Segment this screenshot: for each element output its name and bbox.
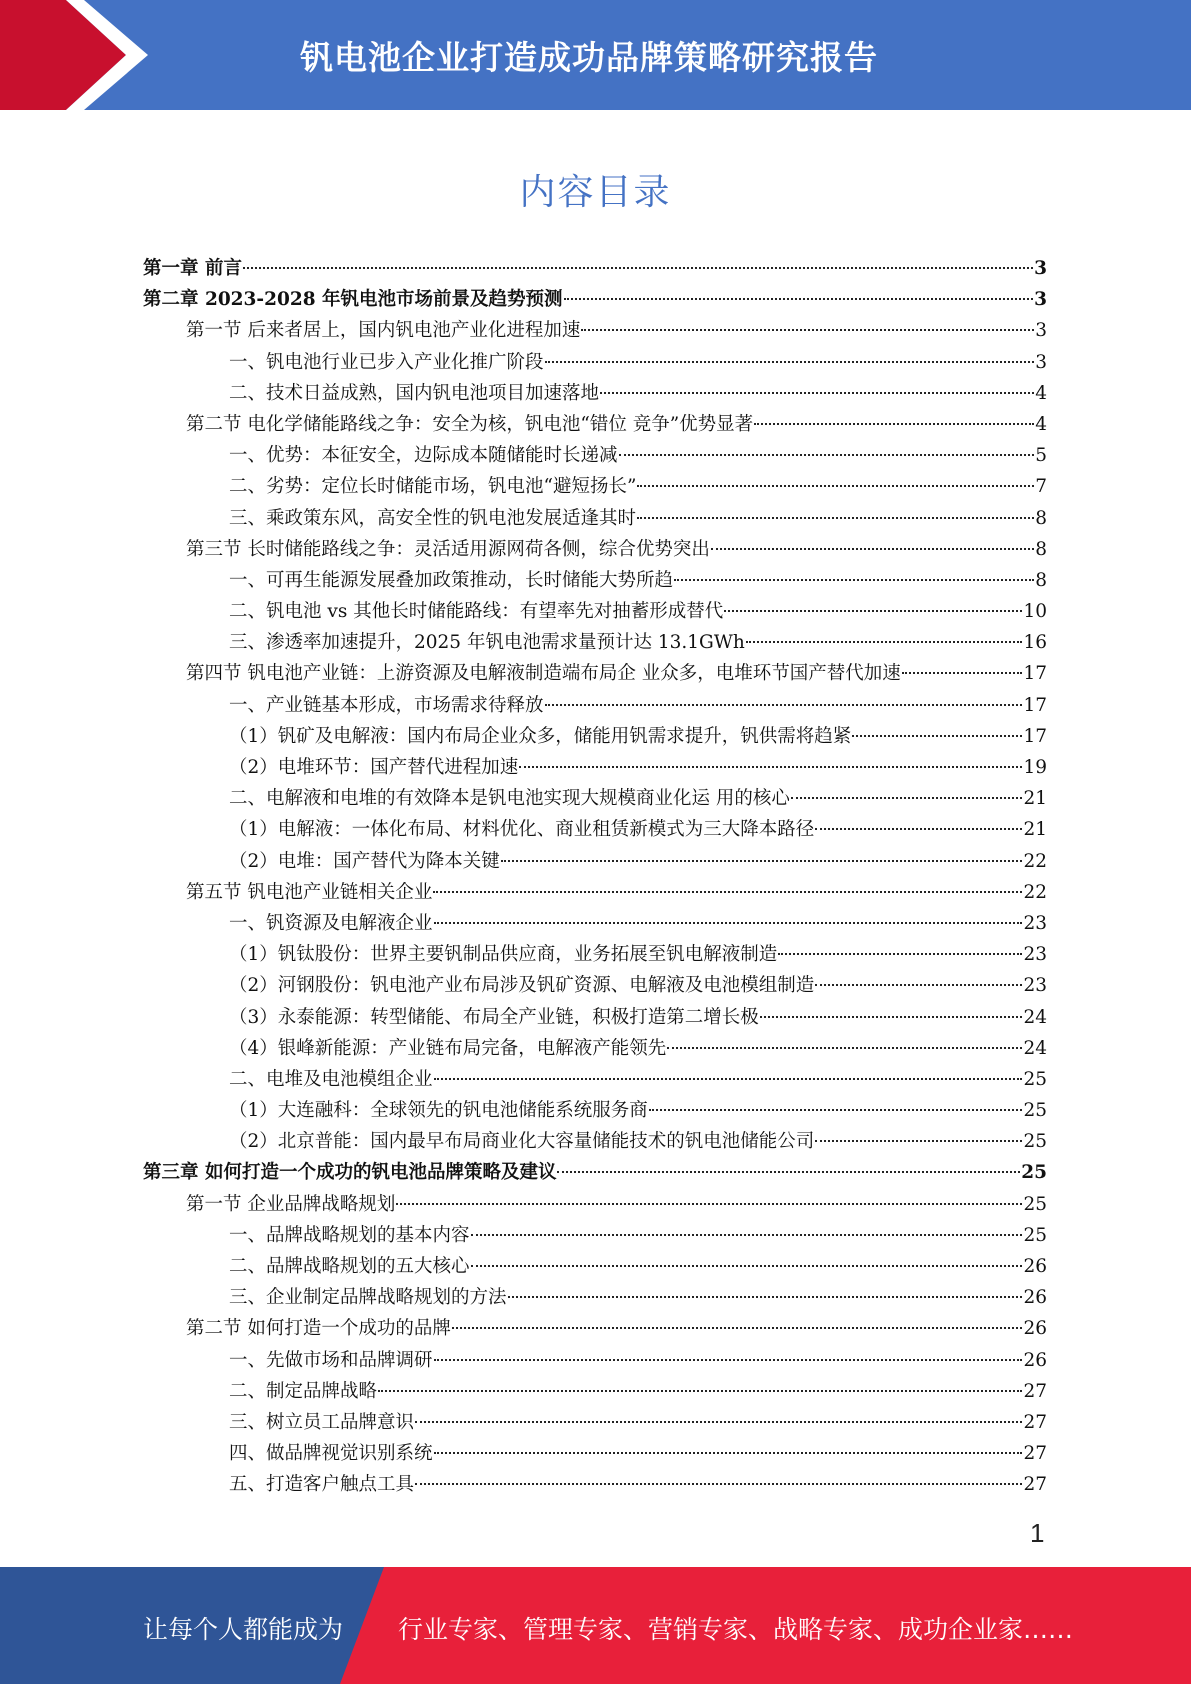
toc-entry[interactable] <box>143 1126 1047 1157</box>
toc-entry-page: 21 <box>1023 819 1047 841</box>
toc-leader-dots <box>852 735 1022 737</box>
toc-entry-page: 22 <box>1023 881 1047 903</box>
toc-entry-page: 27 <box>1023 1443 1047 1465</box>
toc-entry-page: 16 <box>1023 632 1047 654</box>
toc-entry-title: 四、做品牌视觉识别系统 <box>229 1443 433 1465</box>
toc-entry-title: （3）永泰能源：转型储能、布局全产业链，积极打造第二增长极 <box>229 1006 759 1028</box>
toc-leader-dots <box>815 984 1022 986</box>
toc-entry-page: 8 <box>1035 569 1047 591</box>
toc-entry-page: 7 <box>1035 476 1047 498</box>
toc-entry-title: （1）钒钛股份：世界主要钒制品供应商，业务拓展至钒电解液制造 <box>229 944 778 966</box>
toc-entry-page: 22 <box>1023 850 1047 872</box>
toc-leader-dots <box>415 1421 1022 1423</box>
toc-entry-page: 21 <box>1023 788 1047 810</box>
toc-leader-dots <box>760 1016 1023 1018</box>
toc-leader-dots <box>396 1203 1022 1205</box>
toc-leader-dots <box>724 610 1022 612</box>
toc-entry-title: 第三节 长时储能路线之争：灵活适用源网荷各侧，综合优势突出 <box>186 538 710 560</box>
toc-entry-page: 27 <box>1023 1474 1047 1496</box>
toc-entry-title: 二、电堆及电池模组企业 <box>229 1068 433 1090</box>
toc-leader-dots <box>619 454 1035 456</box>
toc-entry-title: 第一章 前言 <box>143 258 242 279</box>
toc-entry[interactable] <box>143 471 1047 502</box>
toc-leader-dots <box>600 392 1034 394</box>
toc-entry-title: 一、钒资源及电解液企业 <box>229 912 433 934</box>
toc-entry-title: 一、可再生能源发展叠加政策推动，长时储能大势所趋 <box>229 569 674 591</box>
toc-leader-dots <box>434 1359 1023 1361</box>
toc-leader-dots <box>791 797 1023 799</box>
toc-entry[interactable] <box>143 1033 1047 1064</box>
toc-entry-page: 3 <box>1035 320 1047 342</box>
toc-heading: 内容目录 <box>519 172 672 213</box>
toc-entry[interactable] <box>143 752 1047 783</box>
toc-leader-dots <box>902 672 1023 674</box>
toc-entry-page: 3 <box>1035 351 1047 373</box>
toc-entry[interactable] <box>143 565 1047 596</box>
toc-entry-title: 二、品牌战略规划的五大核心 <box>229 1256 470 1277</box>
toc-entry-title: 第二节 电化学储能路线之争：安全为核，钒电池“错位 竞争”优势显著 <box>186 413 754 435</box>
toc-entry-page: 25 <box>1023 1224 1047 1246</box>
toc-entry-title: 第一节 后来者居上，国内钒电池产业化进程加速 <box>186 320 581 342</box>
toc-entry-page: 27 <box>1023 1411 1047 1433</box>
toc-entry[interactable] <box>143 658 1047 689</box>
toc-entry[interactable] <box>143 1002 1047 1033</box>
toc-leader-dots <box>519 766 1022 768</box>
toc-leader-dots <box>471 1234 1023 1236</box>
footer-slogan-right: 行业专家、管理专家、营销专家、战略专家、成功企业家…… <box>398 1615 1074 1644</box>
toc-entry[interactable] <box>143 814 1047 845</box>
toc-entry[interactable] <box>143 1064 1047 1095</box>
toc-entry-page: 25 <box>1023 1193 1047 1215</box>
toc-entry-title: 五、打造客户触点工具 <box>229 1474 415 1496</box>
toc-entry[interactable] <box>143 1220 1047 1251</box>
toc-entry[interactable] <box>143 1095 1047 1126</box>
toc-entry-page: 17 <box>1023 725 1047 747</box>
toc-entry-page: 25 <box>1023 1131 1047 1153</box>
toc-leader-dots <box>434 1452 1023 1454</box>
toc-entry[interactable] <box>143 721 1047 752</box>
toc-entry-title: 三、乘政策东风，高安全性的钒电池发展适逢其时 <box>229 507 637 529</box>
toc-leader-dots <box>433 891 1022 893</box>
toc-entry-title: 二、劣势：定位长时储能市场，钒电池“避短扬长” <box>229 476 637 498</box>
toc-entry-title: （2）电堆环节：国产替代进程加速 <box>229 757 519 778</box>
toc-entry-page: 26 <box>1023 1256 1047 1277</box>
toc-entry[interactable] <box>143 939 1047 970</box>
toc-entry-page: 17 <box>1023 663 1047 685</box>
toc-entry-title: 三、渗透率加速提升，2025 年钒电池需求量预计达 13.1GWh <box>229 632 745 654</box>
toc-entry-page: 23 <box>1023 975 1047 997</box>
toc-leader-dots <box>674 579 1034 581</box>
toc-entry-page: 25 <box>1023 1068 1047 1090</box>
toc-entry-page: 26 <box>1023 1287 1047 1309</box>
toc-entry[interactable] <box>143 877 1047 908</box>
toc-leader-dots <box>434 1078 1023 1080</box>
table-of-contents <box>143 253 1047 1501</box>
toc-entry-page: 23 <box>1023 944 1047 966</box>
toc-leader-dots <box>545 361 1035 363</box>
toc-entry-title: （1）钒矿及电解液：国内布局企业众多，储能用钒需求提升，钒供需将趋紧 <box>229 725 852 747</box>
toc-leader-dots <box>711 548 1034 550</box>
toc-leader-dots <box>815 1140 1022 1142</box>
toc-entry[interactable] <box>143 347 1047 378</box>
toc-entry[interactable] <box>143 1282 1047 1313</box>
toc-leader-dots <box>754 423 1034 425</box>
toc-entry-title: 一、先做市场和品牌调研 <box>229 1349 433 1371</box>
toc-entry-title: 第二节 如何打造一个成功的品牌 <box>186 1318 451 1340</box>
toc-leader-dots <box>452 1327 1023 1329</box>
toc-leader-dots <box>471 1265 1023 1267</box>
page-number: 1 <box>1030 1518 1045 1548</box>
toc-leader-dots <box>746 641 1023 643</box>
toc-leader-dots <box>508 1296 1023 1298</box>
toc-entry[interactable] <box>143 503 1047 534</box>
toc-leader-dots <box>581 329 1034 331</box>
toc-leader-dots <box>667 1047 1022 1049</box>
toc-leader-dots <box>243 267 1033 269</box>
toc-leader-dots <box>637 485 1034 487</box>
toc-entry[interactable] <box>143 534 1047 565</box>
document-title: 钒电池企业打造成功品牌策略研究报告 <box>300 38 878 77</box>
toc-entry-title: 第五节 钒电池产业链相关企业 <box>186 881 433 903</box>
toc-entry-title: 第一节 企业品牌战略规划 <box>186 1193 396 1215</box>
toc-entry-page: 25 <box>1021 1162 1047 1184</box>
toc-entry-title: 一、钒电池行业已步入产业化推广阶段 <box>229 351 544 373</box>
toc-entry-title: 三、企业制定品牌战略规划的方法 <box>229 1287 507 1309</box>
toc-leader-dots <box>434 922 1023 924</box>
toc-leader-dots <box>649 1109 1023 1111</box>
header-banner <box>0 0 1191 110</box>
toc-entry[interactable] <box>143 970 1047 1001</box>
toc-entry[interactable] <box>143 1407 1047 1438</box>
toc-entry[interactable] <box>143 596 1047 627</box>
toc-entry-page: 10 <box>1023 601 1047 623</box>
toc-leader-dots <box>778 953 1022 955</box>
toc-entry[interactable] <box>143 1251 1047 1282</box>
toc-leader-dots <box>501 860 1023 862</box>
toc-entry[interactable] <box>143 253 1047 284</box>
toc-entry-title: 二、技术日益成熟，国内钒电池项目加速落地 <box>229 382 600 404</box>
toc-leader-dots <box>564 298 1034 300</box>
toc-entry[interactable] <box>143 378 1047 409</box>
toc-entry[interactable] <box>143 1313 1047 1344</box>
toc-entry-title: 三、树立员工品牌意识 <box>229 1411 415 1433</box>
toc-entry-title: 一、优势：本征安全，边际成本随储能时长递减 <box>229 445 618 467</box>
toc-leader-dots <box>545 704 1023 706</box>
toc-entry[interactable] <box>143 1157 1047 1188</box>
header-arrow-logo <box>0 0 160 110</box>
toc-entry-page: 25 <box>1023 1100 1047 1122</box>
toc-entry-page: 19 <box>1023 757 1047 778</box>
toc-entry[interactable] <box>143 908 1047 939</box>
footer-slogan-left: 让每个人都能成为 <box>143 1615 344 1644</box>
toc-entry-title: 第二章 2023-2028 年钒电池市场前景及趋势预测 <box>143 289 563 311</box>
toc-entry-page: 24 <box>1023 1006 1047 1028</box>
toc-entry[interactable] <box>143 690 1047 721</box>
toc-leader-dots <box>815 828 1022 830</box>
toc-entry-page: 26 <box>1023 1318 1047 1340</box>
toc-entry-page: 8 <box>1035 538 1047 560</box>
toc-entry[interactable] <box>143 1189 1047 1220</box>
toc-entry-title: 二、钒电池 vs 其他长时储能路线：有望率先对抽蓄形成替代 <box>229 601 724 623</box>
toc-entry-title: 二、电解液和电堆的有效降本是钒电池实现大规模商业化运 用的核心 <box>229 788 790 810</box>
toc-entry-page: 27 <box>1023 1380 1047 1402</box>
toc-entry-title: 一、品牌战略规划的基本内容 <box>229 1224 470 1246</box>
toc-entry-title: 第四节 钒电池产业链：上游资源及电解液制造端布局企 业众多，电堆环节国产替代加速 <box>186 663 901 685</box>
toc-entry[interactable] <box>143 846 1047 877</box>
toc-entry[interactable] <box>143 1469 1047 1500</box>
toc-entry-page: 23 <box>1023 912 1047 934</box>
toc-entry-title: （4）银峰新能源：产业链布局完备，电解液产能领先 <box>229 1037 667 1059</box>
toc-entry-title: （2）北京普能：国内最早布局商业化大容量储能技术的钒电池储能公司 <box>229 1131 815 1153</box>
toc-entry[interactable] <box>143 409 1047 440</box>
toc-entry-page: 3 <box>1034 289 1047 311</box>
toc-entry[interactable] <box>143 315 1047 346</box>
toc-entry[interactable] <box>143 1345 1047 1376</box>
toc-leader-dots <box>557 1171 1020 1173</box>
toc-entry-page: 4 <box>1035 413 1047 435</box>
toc-entry-title: （2）河钢股份：钒电池产业布局涉及钒矿资源、电解液及电池模组制造 <box>229 975 815 997</box>
toc-entry-page: 8 <box>1035 507 1047 529</box>
toc-leader-dots <box>637 517 1034 519</box>
toc-entry-page: 26 <box>1023 1349 1047 1371</box>
toc-entry[interactable] <box>143 783 1047 814</box>
toc-entry-page: 17 <box>1023 694 1047 716</box>
toc-leader-dots <box>415 1483 1022 1485</box>
toc-entry[interactable] <box>143 440 1047 471</box>
footer-banner <box>0 1567 1191 1684</box>
toc-entry-title: 第三章 如何打造一个成功的钒电池品牌策略及建议 <box>143 1162 557 1184</box>
toc-entry-page: 24 <box>1023 1037 1047 1059</box>
toc-entry[interactable] <box>143 1438 1047 1469</box>
toc-entry-page: 3 <box>1034 258 1047 279</box>
toc-entry-page: 5 <box>1035 445 1047 467</box>
toc-entry-title: （1）电解液：一体化布局、材料优化、商业租赁新模式为三大降本路径 <box>229 819 815 841</box>
toc-entry-title: （2）电堆：国产替代为降本关键 <box>229 850 500 872</box>
toc-entry-title: 二、制定品牌战略 <box>229 1380 378 1402</box>
toc-entry-page: 4 <box>1035 382 1047 404</box>
toc-leader-dots <box>378 1390 1022 1392</box>
toc-entry[interactable] <box>143 1376 1047 1407</box>
toc-entry-title: （1）大连融科：全球领先的钒电池储能系统服务商 <box>229 1100 648 1122</box>
toc-entry-title: 一、产业链基本形成，市场需求待释放 <box>229 694 544 716</box>
toc-entry[interactable] <box>143 284 1047 315</box>
toc-entry[interactable] <box>143 627 1047 658</box>
